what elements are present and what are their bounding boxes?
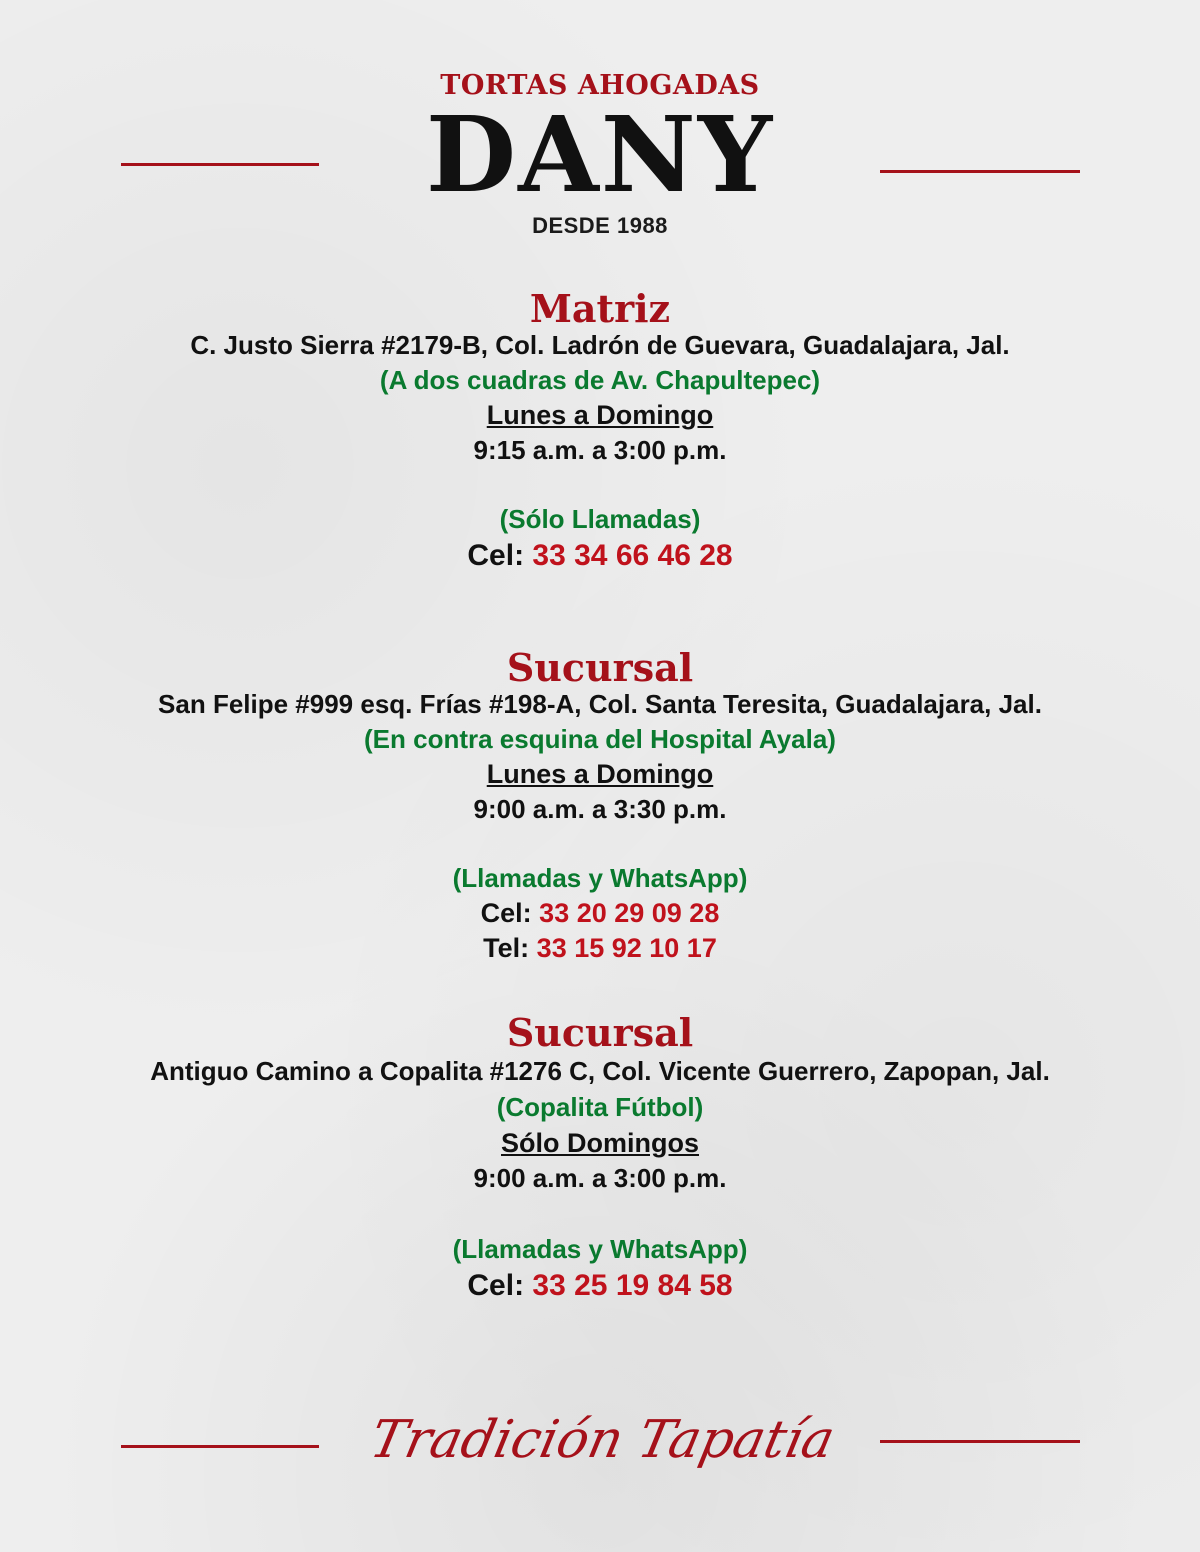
brand-since: DESDE 1988 (532, 213, 668, 238)
location-contact-note: (Sólo Llamadas) (499, 504, 701, 534)
location-contact-note: (Llamadas y WhatsApp) (452, 1234, 748, 1264)
phone-label: Cel: (467, 1269, 525, 1302)
brand-title: DANY (425, 93, 775, 216)
footer-rule-left (121, 1445, 319, 1448)
location-title-matriz: Matriz (529, 286, 671, 331)
location-address: San Felipe #999 esq. Frías #198-A, Col. Santa Teresita, Guadalajara, Jal. (158, 689, 1042, 719)
location-reference: (A dos cuadras de Av. Chapultepec) (379, 365, 821, 395)
brand-subtitle: TORTAS AHOGADAS (440, 70, 760, 101)
location-contact-note: (Llamadas y WhatsApp) (452, 863, 748, 893)
phone-number[interactable]: 33 25 19 84 58 (532, 1269, 733, 1302)
location-hours: 9:00 a.m. a 3:30 p.m. (473, 794, 727, 824)
phone-line (0, 1269, 1200, 1303)
location-hours: 9:15 a.m. a 3:00 p.m. (473, 435, 727, 465)
location-reference: (En contra esquina del Hospital Ayala) (364, 724, 836, 754)
phone-number[interactable]: 33 15 92 10 17 (536, 933, 717, 963)
phone-line (0, 932, 1200, 964)
phone-label: Cel: (467, 539, 525, 572)
phone-number[interactable]: 33 34 66 46 28 (532, 539, 733, 572)
location-days: Lunes a Domingo (486, 400, 714, 430)
location-address: C. Justo Sierra #2179-B, Col. Ladrón de Guevara, Guadalajara, Jal. (190, 330, 1010, 360)
phone-line (0, 539, 1200, 573)
location-title-sucursal: Sucursal (506, 645, 694, 690)
location-hours: 9:00 a.m. a 3:00 p.m. (473, 1163, 727, 1193)
location-days: Sólo Domingos (501, 1128, 699, 1158)
location-title-sucursal: Sucursal (506, 1010, 694, 1055)
phone-number[interactable]: 33 20 29 09 28 (539, 898, 720, 928)
phone-label: Tel: (483, 933, 530, 963)
phone-line (0, 897, 1200, 929)
location-days: Lunes a Domingo (486, 759, 714, 789)
footer-slogan-text: Tradición Tapatía (365, 1409, 840, 1470)
footer-rule-right (880, 1440, 1080, 1443)
footer-slogan (360, 1395, 840, 1495)
location-address: Antiguo Camino a Copalita #1276 C, Col. Vicente Guerrero, Zapopan, Jal. (150, 1056, 1050, 1086)
location-reference: (Copalita Fútbol) (496, 1092, 704, 1122)
phone-label: Cel: (480, 898, 532, 928)
